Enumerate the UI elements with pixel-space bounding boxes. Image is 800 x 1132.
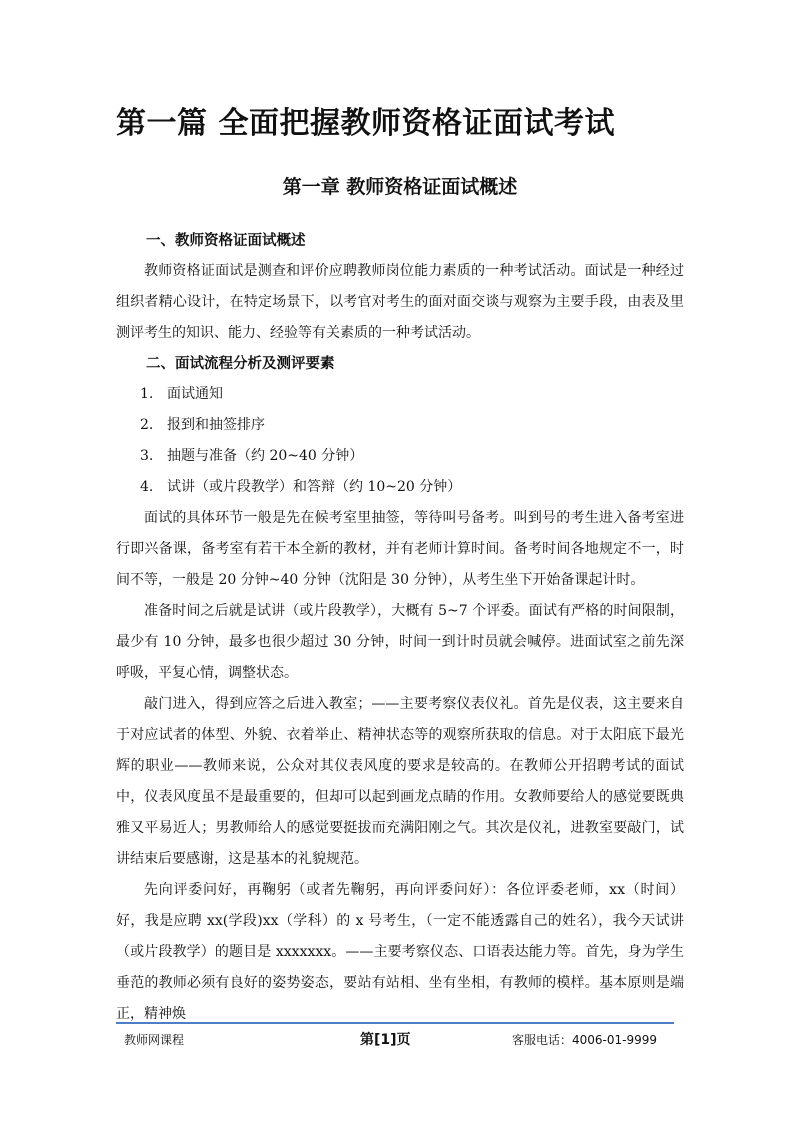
list-item (116, 441, 684, 472)
list-item (116, 379, 684, 410)
list-item (116, 472, 684, 503)
footer-service-phone: 客服电话：4006-01-9999 (512, 1033, 658, 1047)
list-item-text: 试讲（或片段教学）和答辩（约 10~20 分钟） (167, 479, 462, 495)
footer-divider (116, 1022, 674, 1024)
paragraph-process-details: 面试的具体环节一般是先在候考室里抽签，等待叫号备考。叫到号的考生进入备考室进行即兴备课，备考室有若干本全新的教材，并有老师计算时间。备考时间各地规定不一，时间不等，一般是 20 分钟~40 分钟（沈阳是 30 分钟），从考生坐下开始备课起计时。 (116, 510, 684, 588)
list-item-number: 3. (140, 448, 154, 464)
paragraph-greeting: 先向评委问好，再鞠躬（或者先鞠躬，再向评委问好）：各位评委老师，xx（时间）好，我是应聘 xx(学段)xx（学科）的 x 号考生，（一定不能透露自己的姓名），我今天试讲（或片段教学）的题目是 xxxxxxx。——主要考察仪态、口语表达能力等。首先，身为学生垂范的教师必须有良好的姿势姿态，要站有站相、坐有坐相，有教师的模样。基本原则是端正，精神焕 (116, 882, 684, 1022)
part-title: 第一篇 全面把握教师资格证面试考试 (116, 106, 615, 141)
list-item-number: 1. (140, 386, 154, 402)
list-item-text: 抽题与准备（约 20~40 分钟） (167, 448, 364, 464)
footer-course-label: 教师网课程 (124, 1033, 185, 1047)
document-body (116, 226, 684, 1030)
paragraph-preparation-time: 准备时间之后就是试讲（或片段教学），大概有 5~7 个评委。面试有严格的时间限制，最少有 10 分钟，最多也很少超过 30 分钟，时间一到计时员就会喊停。进面试室之前先深呼吸，平复心情，调整状态。 (116, 603, 684, 681)
section-heading-process: 二、面试流程分析及测评要素 (146, 356, 335, 372)
list-item (116, 410, 684, 441)
chapter-title: 第一章 教师资格证面试概述 (282, 176, 518, 198)
footer-page-number: 第[1]页 (360, 1032, 411, 1048)
list-item-number: 4. (140, 479, 154, 495)
list-item-text: 报到和抽签排序 (167, 417, 265, 433)
list-item-text: 面试通知 (167, 386, 223, 402)
paragraph-appearance: 敲门进入，得到应答之后进入教室；——主要考察仪表仪礼。首先是仪表，这主要来自于对应试者的体型、外貌、衣着举止、精神状态等的观察所获取的信息。对于太阳底下最光辉的职业——教师来说，公众对其仪表风度的要求是较高的。在教师公开招聘考试的面试中，仪表风度虽不是最重要的，但却可以起到画龙点睛的作用。女教师要给人的感觉要既典雅又平易近人；男教师给人的感觉要挺拔而充满阳刚之气。其次是仪礼，进教室要敲门，试讲结束后要感谢，这是基本的礼貌规范。 (116, 696, 684, 867)
section-heading-overview: 一、教师资格证面试概述 (146, 233, 306, 249)
list-item-number: 2. (140, 417, 154, 433)
process-steps-list (116, 379, 684, 503)
paragraph-overview: 教师资格证面试是测查和评价应聘教师岗位能力素质的一种考试活动。面试是一种经过组织者精心设计，在特定场景下，以考官对考生的面对面交谈与观察为主要手段，由表及里测评考生的知识、能力、经验等有关素质的一种考试活动。 (116, 263, 684, 341)
